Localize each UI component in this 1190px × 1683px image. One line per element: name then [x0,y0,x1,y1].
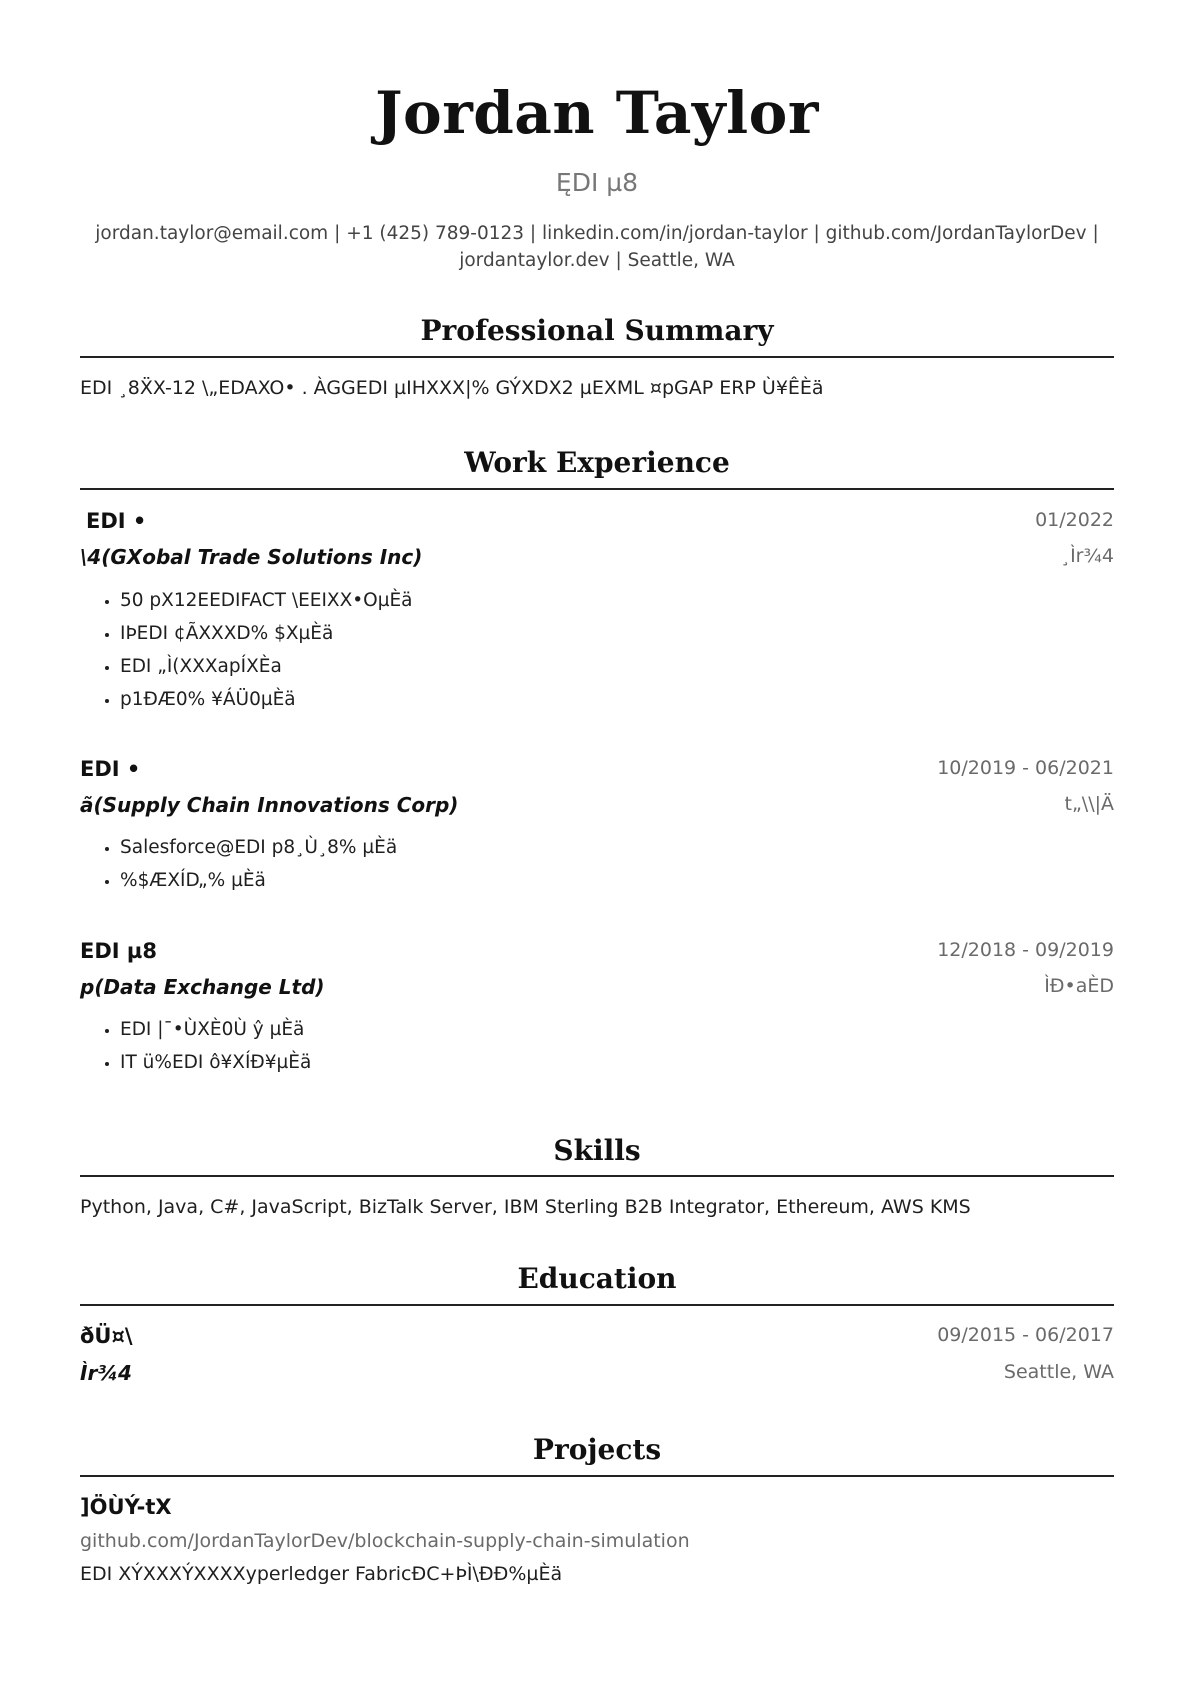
job-bullets [102,584,413,716]
education-school: ðÜ¤\ [80,1324,133,1348]
job-location: ¸Ìr¾4 [1060,545,1114,567]
section-divider [80,1475,1114,1477]
resume-page [80,0,1114,1683]
job-date: 12/2018 - 09/2019 [937,939,1114,961]
section-title-education: Education [517,1262,677,1295]
job-bullet: • EDI „Ì(XXXapÍXÈa [120,650,413,683]
job-date: 01/2022 [1035,509,1114,531]
contact-line-2: jordantaylor.dev | Seattle, WA [459,250,735,271]
job-location: ÌÐ•aÈD [1044,975,1114,997]
job-bullet: • IT ü%EDI ô¥XÍÐ¥µÈä [120,1046,311,1079]
job-company: \4(GXobal Trade Solutions Inc) [80,545,423,569]
job-company: p(Data Exchange Ltd) [80,975,325,999]
job-title: EDI µ8 [80,939,157,963]
job-bullet: • IÞEDI ¢ÃXXXD% $XµÈä [120,617,413,650]
job-bullet: • EDI |¯•ÙXÈ0Ù ŷ µÈä [120,1013,311,1046]
job-title: EDI • [80,757,141,781]
candidate-name: Jordan Taylor [375,79,819,147]
section-title-skills: Skills [553,1134,641,1167]
contact-info [80,220,1114,274]
project-description: EDI XÝXXXÝXXXXyperledger FabricĐC+ÞÌ\ÐÐ%µÈä [80,1563,563,1585]
education-location: Seattle, WA [1003,1361,1114,1383]
section-title-experience: Work Experience [464,446,730,479]
section-divider [80,1304,1114,1306]
section-divider [80,488,1114,490]
job-location: t„\\|Ä [1064,793,1114,815]
section-divider [80,356,1114,358]
education-degree: Ìr¾4 [80,1361,132,1385]
job-date: 10/2019 - 06/2021 [937,757,1114,779]
skills-text: Python, Java, C#, JavaScript, BizTalk Server, IBM Sterling B2B Integrator, Ethereum, AWS KMS [80,1196,971,1218]
section-divider [80,1175,1114,1177]
job-bullet: • p1ÐÆ0% ¥ÁÜ0µÈä [120,683,413,716]
summary-text: EDI ¸8ẌX-12 \„ΕDAXO• . ÀGGEDI µIHXXX|% GÝXDX2 µEXML ¤pGAP ERP Ù¥ÊÈä [80,377,824,399]
job-bullet: • 50 pX12EEDIFACT \EEIXX•OµÈä [120,584,413,617]
job-bullets [102,831,397,897]
project-name: ]ÖÙÝ-tX [80,1495,172,1519]
job-bullet: • %$ÆXÍD„% µÈä [120,864,397,897]
education-date: 09/2015 - 06/2017 [937,1324,1114,1346]
job-title: EDI • [86,509,147,533]
section-title-summary: Professional Summary [420,314,774,347]
contact-line-1: jordan.taylor@email.com | +1 (425) 789-0123 | linkedin.com/in/jordan-taylor | github.com/JordanTaylorDev | [95,223,1099,244]
job-company: ã(Supply Chain Innovations Corp) [80,793,459,817]
candidate-headline: ĘDI µ8 [555,168,639,197]
job-bullets [102,1013,311,1079]
job-bullet: • Salesforce@EDI p8¸Ù¸8% µÈä [120,831,397,864]
project-link[interactable]: github.com/JordanTaylorDev/blockchain-supply-chain-simulation [80,1530,690,1552]
section-title-projects: Projects [532,1433,662,1466]
